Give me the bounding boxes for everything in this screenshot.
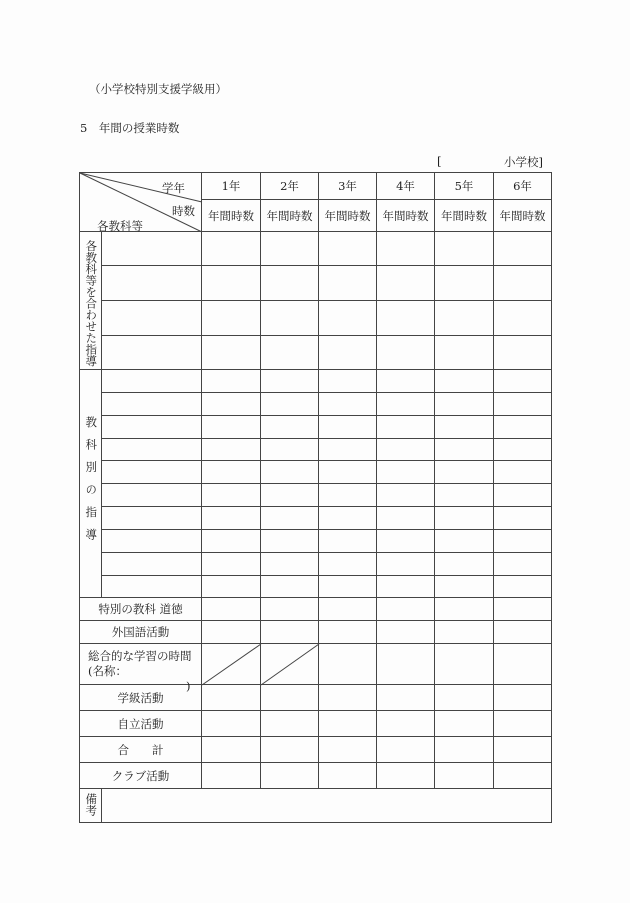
hours-cell[interactable] [319,266,377,301]
grade-axis-label: 学年 [162,181,185,195]
hours-cell[interactable] [319,553,377,576]
subject-name-cell[interactable] [102,416,202,439]
annual-hours-header-6: 年間時数 [494,200,552,232]
hours-cell[interactable] [319,711,377,737]
hours-cell[interactable] [319,763,377,789]
hours-cell[interactable] [435,598,494,621]
hours-cell[interactable] [435,439,494,461]
subject-name-cell[interactable] [102,461,202,484]
table-row [80,336,552,370]
hours-cell[interactable] [202,439,261,461]
hours-cell[interactable] [377,711,435,737]
hours-cell[interactable] [494,266,552,301]
hours-cell[interactable] [319,301,377,336]
hours-cell[interactable] [377,461,435,484]
annual-hours-header-1: 年間時数 [202,200,261,232]
hours-cell[interactable] [202,737,261,763]
hours-cell[interactable] [261,553,319,576]
hours-cell[interactable] [202,763,261,789]
hours-cell[interactable] [261,266,319,301]
remarks-input-cell[interactable] [102,789,552,823]
grade-header-4: 4年 [377,173,435,200]
hours-cell[interactable] [377,484,435,507]
table-row-club-activities [80,763,552,789]
table-row [80,553,552,576]
class-activities-label: 学級活動 [80,685,202,711]
hours-cell[interactable] [377,266,435,301]
hours-cell[interactable] [377,232,435,266]
hours-cell[interactable] [202,685,261,711]
subject-name-cell[interactable] [102,232,202,266]
hours-cell[interactable] [494,598,552,621]
hours-cell[interactable] [435,484,494,507]
hours-cell[interactable] [494,461,552,484]
hours-cell[interactable] [435,393,494,416]
table-row [80,370,552,393]
hours-cell[interactable] [494,530,552,553]
annual-hours-header-3: 年間時数 [319,200,377,232]
hours-cell[interactable] [435,763,494,789]
hours-cell[interactable] [435,266,494,301]
hours-cell[interactable] [202,301,261,336]
hours-cell[interactable] [202,393,261,416]
subject-name-cell[interactable] [102,484,202,507]
grade-header-6: 6年 [494,173,552,200]
hours-cell[interactable] [202,461,261,484]
hours-cell[interactable] [494,553,552,576]
hours-cell[interactable] [319,232,377,266]
subject-name-cell[interactable] [102,266,202,301]
hours-cell[interactable] [494,370,552,393]
table-row-foreign-language [80,621,552,644]
hours-cell[interactable] [377,598,435,621]
hours-cell[interactable] [202,530,261,553]
document-subtitle: （小学校特別支援学級用） [89,82,227,96]
table-row-remarks [80,789,552,823]
annual-hours-header-5: 年間時数 [435,200,494,232]
hours-cell[interactable] [261,576,319,598]
grade-header-2: 2年 [261,173,319,200]
hours-cell[interactable] [202,336,261,370]
table-row-class-activities [80,685,552,711]
hours-cell[interactable] [202,416,261,439]
corner-header-cell [80,173,202,232]
hours-cell[interactable] [319,530,377,553]
table-row-total [80,737,552,763]
table-row [80,530,552,553]
moral-education-label: 特別の教科 道徳 [80,598,202,621]
hours-cell[interactable] [494,763,552,789]
hours-cell[interactable] [435,530,494,553]
hours-cell[interactable] [435,711,494,737]
hours-cell[interactable] [261,685,319,711]
hours-cell[interactable] [261,763,319,789]
hours-cell[interactable] [377,507,435,530]
subject-name-cell[interactable] [102,301,202,336]
hours-cell[interactable] [261,416,319,439]
hours-cell[interactable] [435,553,494,576]
hours-cell[interactable] [202,598,261,621]
hours-cell[interactable] [261,598,319,621]
subject-name-cell[interactable] [102,393,202,416]
hours-cell[interactable] [202,576,261,598]
school-bracket-open: [ [437,154,442,168]
grade-header-5: 5年 [435,173,494,200]
hours-cell[interactable] [377,370,435,393]
hours-cell[interactable] [202,484,261,507]
hours-cell[interactable] [261,621,319,644]
hours-cell[interactable] [435,737,494,763]
hours-cell[interactable] [319,644,377,685]
hours-cell[interactable] [202,232,261,266]
annual-hours-table [79,172,552,823]
hours-cell[interactable] [494,737,552,763]
table-row-integrated-study [80,644,552,685]
hours-cell[interactable] [319,393,377,416]
hours-cell[interactable] [319,576,377,598]
hours-cell[interactable] [202,621,261,644]
hours-cell[interactable] [377,553,435,576]
hours-cell[interactable] [494,336,552,370]
hours-cell[interactable] [202,370,261,393]
hours-cell[interactable] [261,393,319,416]
hours-cell[interactable] [435,685,494,711]
subject-name-cell[interactable] [102,553,202,576]
section-title: 5 年間の授業時数 [80,121,180,135]
hours-cell[interactable] [494,576,552,598]
hours-cell[interactable] [261,439,319,461]
hours-cell[interactable] [435,232,494,266]
combined-instruction-group-label: 各教科等を合わせた指導 [80,232,102,370]
hours-cell[interactable] [261,336,319,370]
subjects-axis-label: 各教科等 [97,219,143,233]
hours-cell[interactable] [494,439,552,461]
club-activities-label: クラブ活動 [80,763,202,789]
hours-cell[interactable] [377,439,435,461]
hours-cell[interactable] [319,737,377,763]
independence-activities-label: 自立活動 [80,711,202,737]
hours-cell[interactable] [261,737,319,763]
hours-cell[interactable] [494,644,552,685]
integrated-study-label: 総合的な学習の時間 (名称： ) [80,644,202,685]
hours-cell[interactable] [261,484,319,507]
hours-cell[interactable] [261,507,319,530]
hours-cell[interactable] [261,301,319,336]
table-row [80,576,552,598]
hours-cell[interactable] [494,484,552,507]
hours-cell[interactable] [494,232,552,266]
table-row [80,439,552,461]
remarks-label: 備考 [84,792,99,816]
hours-cell[interactable] [494,711,552,737]
grade-header-1: 1年 [202,173,261,200]
table-row [80,266,552,301]
table-row [80,484,552,507]
hours-cell[interactable] [261,530,319,553]
hours-cell[interactable] [377,644,435,685]
diagonal-slash [261,644,319,685]
integrated-study-name-open: (名称： [88,664,127,678]
hours-cell[interactable] [377,393,435,416]
table-row [80,416,552,439]
foreign-language-label: 外国語活動 [80,621,202,644]
annual-hours-header-2: 年間時数 [261,200,319,232]
table-row [80,232,552,266]
hours-cell[interactable] [319,685,377,711]
hours-cell[interactable] [435,461,494,484]
subject-name-cell[interactable] [102,336,202,370]
table-row-independence-activities [80,711,552,737]
total-label: 合 計 [80,737,202,763]
hours-cell[interactable] [377,416,435,439]
hours-cell[interactable] [435,416,494,439]
table-row [80,507,552,530]
school-label: 小学校] [504,155,543,169]
disabled-cell-grade-1 [202,644,261,685]
hours-cell[interactable] [377,336,435,370]
hours-cell[interactable] [494,301,552,336]
hours-cell[interactable] [319,461,377,484]
subject-name-cell[interactable] [102,530,202,553]
hours-cell[interactable] [377,685,435,711]
subject-name-cell[interactable] [102,507,202,530]
annual-hours-header-4: 年間時数 [377,200,435,232]
hours-cell[interactable] [494,507,552,530]
hours-cell[interactable] [435,370,494,393]
hours-cell[interactable] [377,301,435,336]
hours-cell[interactable] [261,232,319,266]
remarks-label-cell [80,789,102,823]
diagonal-slash [202,644,261,685]
hours-cell[interactable] [377,621,435,644]
table-row-moral [80,598,552,621]
hours-cell[interactable] [494,393,552,416]
hours-axis-label: 時数 [172,204,195,218]
hours-cell[interactable] [494,685,552,711]
hours-cell[interactable] [435,301,494,336]
hours-cell[interactable] [202,266,261,301]
hours-cell[interactable] [435,644,494,685]
hours-cell[interactable] [319,439,377,461]
table-row [80,301,552,336]
hours-cell[interactable] [319,507,377,530]
hours-cell[interactable] [435,621,494,644]
hours-cell[interactable] [319,370,377,393]
subject-name-cell[interactable] [102,576,202,598]
subject-name-cell[interactable] [102,370,202,393]
hours-cell[interactable] [319,598,377,621]
hours-cell[interactable] [377,763,435,789]
disabled-cell-grade-2 [261,644,319,685]
subject-name-cell[interactable] [102,439,202,461]
table-row [80,461,552,484]
subject-instruction-group-label: 教科別の指導 [80,370,102,598]
table-row [80,393,552,416]
hours-cell[interactable] [377,737,435,763]
hours-cell[interactable] [261,370,319,393]
hours-cell[interactable] [435,576,494,598]
hours-cell[interactable] [377,530,435,553]
hours-cell[interactable] [202,553,261,576]
hours-cell[interactable] [377,576,435,598]
hours-cell[interactable] [202,711,261,737]
hours-cell[interactable] [494,416,552,439]
hours-cell[interactable] [261,711,319,737]
hours-cell[interactable] [435,336,494,370]
hours-cell[interactable] [319,621,377,644]
hours-cell[interactable] [494,621,552,644]
integrated-study-name-close: ) [186,679,191,693]
hours-cell[interactable] [319,416,377,439]
hours-cell[interactable] [261,461,319,484]
hours-cell[interactable] [435,507,494,530]
hours-cell[interactable] [319,484,377,507]
hours-cell[interactable] [319,336,377,370]
grade-header-3: 3年 [319,173,377,200]
hours-cell[interactable] [202,507,261,530]
